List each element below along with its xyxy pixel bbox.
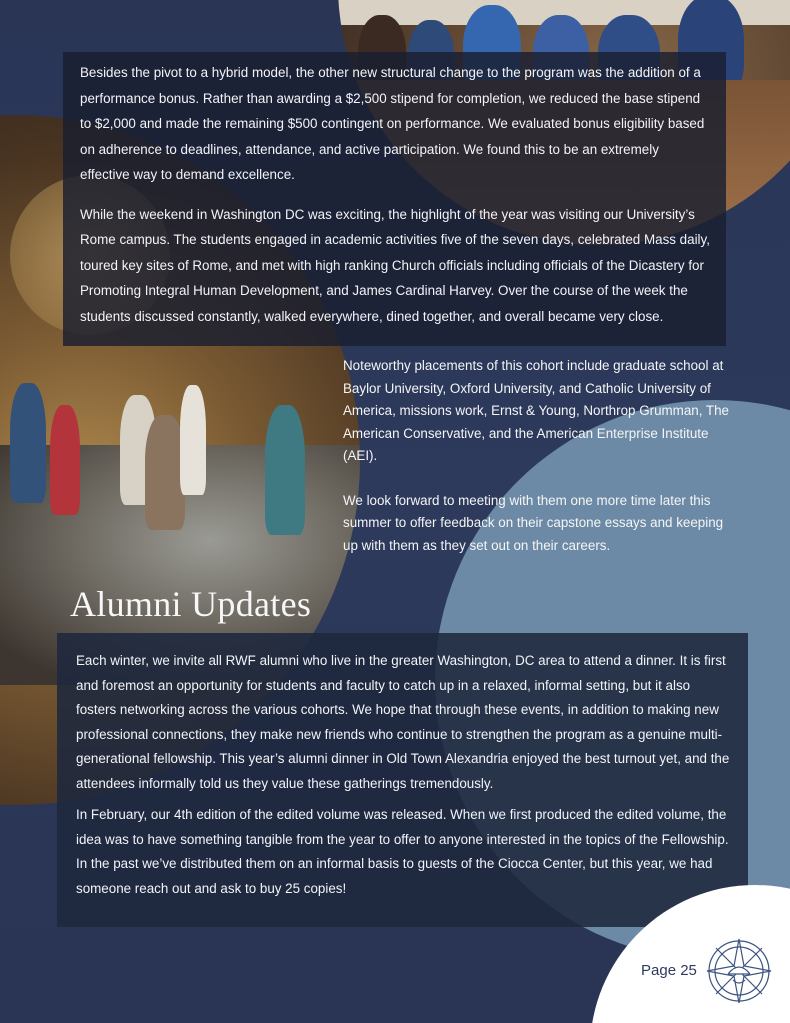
page-number: Page 25 bbox=[641, 962, 697, 979]
compass-rose-logo-icon bbox=[706, 938, 772, 1004]
rome-trip-paragraph: While the weekend in Washington DC was exciting, the highlight of the year was visiting our University’s Rome campus. The students engaged in academic activities five of the seven days, celebrated Mass daily, toured key sites of Rome, and met with high ranking Church officials including officials of the Dicastery for Promoting Integral Human Development, and James Cardinal Harvey. Over the course of the week the students discussed constantly, walked everywhere, dined together, and overall became very close. bbox=[80, 206, 710, 324]
alumni-updates-text bbox=[57, 633, 748, 927]
future-meeting-paragraph: We look forward to meeting with them one more time later this summer to offer feedback on their capstone essays and keeping up with them as they set out on their careers. bbox=[343, 492, 724, 553]
program-changes-text bbox=[63, 52, 726, 346]
alumni-updates-heading: Alumni Updates bbox=[70, 584, 312, 624]
alumni-dinner-paragraph: Each winter, we invite all RWF alumni who live in the greater Washington, DC area to attend a dinner. It is first and foremost an opportunity for students and faculty to catch up in a relaxed, informal setting, but it also fosters networking across the various cohorts. We hope that through these events, in addition to making new professional connections, they make new friends who continue to strengthen the program as a genuine multi-generational fellowship. This year’s alumni dinner in Old Town Alexandria enjoyed the best turnout yet, and the attendees informally told us they value these gatherings tremendously. bbox=[76, 653, 730, 791]
cohort-placements-text bbox=[343, 355, 733, 579]
placements-paragraph: Noteworthy placements of this cohort include graduate school at Baylor University, Oxford University, and Catholic University of America, missions work, Ernst & Young, Northrop Grumman, The American Conservative, and the American Enterprise Institute (AEI). bbox=[343, 358, 729, 463]
edited-volume-paragraph: In February, our 4th edition of the edited volume was released. When we first produced the edited volume, the idea was to have something tangible from the year to offer to anyone interested in the topics of the Fellowship. In the past we’ve distributed them on an informal basis to guests of the Ciocca Center, but this year, we had someone reach out and ask to buy 25 copies! bbox=[76, 807, 729, 896]
performance-bonus-paragraph: Besides the pivot to a hybrid model, the other new structural change to the program was the addition of a performance bonus. Rather than awarding a $2,500 stipend for completion, we reduced the base stipend to $2,000 and made the remaining $500 contingent on performance. We evaluated bonus eligibility based on adherence to deadlines, attendance, and active participation. We found this to be an extremely effective way to demand excellence. bbox=[80, 65, 705, 182]
